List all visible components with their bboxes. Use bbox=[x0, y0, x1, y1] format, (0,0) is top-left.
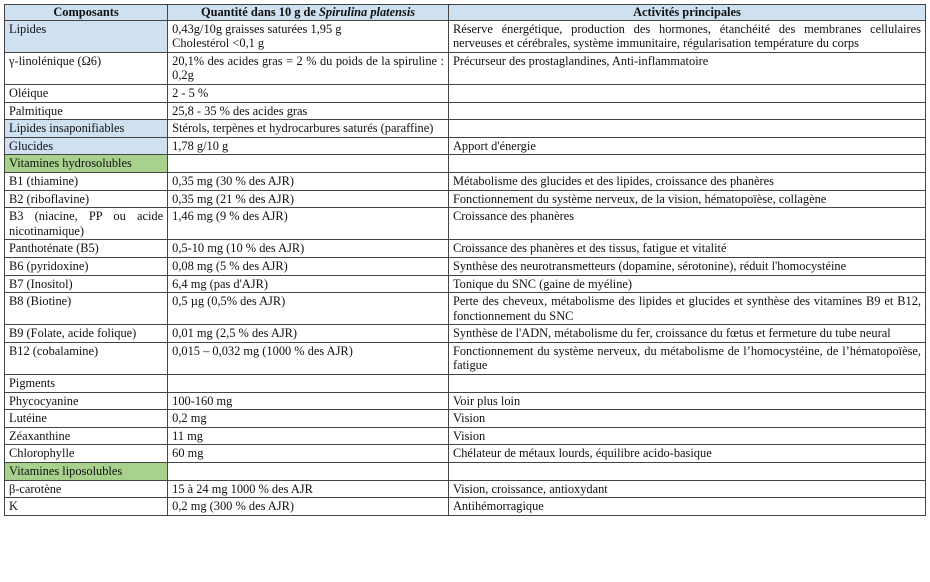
quantity-cell: 20,1% des acides gras = 2 % du poids de la spiruline : 0,2g bbox=[168, 52, 449, 84]
header-composants: Composants bbox=[5, 5, 168, 21]
section-row bbox=[5, 155, 926, 173]
quantity-cell: Stérols, terpènes et hydrocarbures saturés (paraffine) bbox=[168, 120, 449, 138]
activity-cell: Précurseur des prostaglandines, Anti-inflammatoire bbox=[448, 52, 925, 84]
table-row bbox=[5, 293, 926, 325]
table-row bbox=[5, 137, 926, 155]
component-cell: K bbox=[5, 498, 168, 516]
component-cell: Lipides bbox=[5, 20, 168, 52]
quantity-cell: 25,8 - 35 % des acides gras bbox=[168, 102, 449, 120]
activity-cell: Vision, croissance, antioxydant bbox=[448, 480, 925, 498]
activity-cell: Croissance des phanères et des tissus, fatigue et vitalité bbox=[448, 240, 925, 258]
activity-cell: Vision bbox=[448, 427, 925, 445]
component-cell: B9 (Folate, acide folique) bbox=[5, 325, 168, 343]
spirulina-composition-table bbox=[4, 4, 926, 516]
table-row bbox=[5, 190, 926, 208]
activity-cell: Tonique du SNC (gaine de myéline) bbox=[448, 275, 925, 293]
activity-cell: Vision bbox=[448, 410, 925, 428]
component-cell: Phycocyanine bbox=[5, 392, 168, 410]
component-cell: Zéaxanthine bbox=[5, 427, 168, 445]
table-row bbox=[5, 240, 926, 258]
quantity-cell bbox=[168, 375, 449, 393]
quantity-cell: 0,35 mg (21 % des AJR) bbox=[168, 190, 449, 208]
header-quantite bbox=[168, 5, 449, 21]
table-row bbox=[5, 208, 926, 240]
section-empty-cell bbox=[168, 155, 449, 173]
table-row bbox=[5, 20, 926, 52]
component-cell: Oléique bbox=[5, 84, 168, 102]
component-cell: γ-linolénique (Ω6) bbox=[5, 52, 168, 84]
table-row bbox=[5, 325, 926, 343]
component-cell: Lutéine bbox=[5, 410, 168, 428]
activity-cell: Métabolisme des glucides et des lipides, croissance des phanères bbox=[448, 172, 925, 190]
table-row bbox=[5, 172, 926, 190]
component-cell: B8 (Biotine) bbox=[5, 293, 168, 325]
component-cell: B7 (Inositol) bbox=[5, 275, 168, 293]
activity-cell: Synthèse des neurotransmetteurs (dopamine, sérotonine), réduit l'homocystéine bbox=[448, 257, 925, 275]
table-row bbox=[5, 498, 926, 516]
table-row bbox=[5, 102, 926, 120]
table-row bbox=[5, 427, 926, 445]
activity-cell: Chélateur de métaux lourds, équilibre acido-basique bbox=[448, 445, 925, 463]
section-label: Vitamines liposolubles bbox=[5, 463, 168, 481]
quantity-cell: 11 mg bbox=[168, 427, 449, 445]
table-body bbox=[5, 20, 926, 515]
quantity-cell: 0,5-10 mg (10 % des AJR) bbox=[168, 240, 449, 258]
table-row bbox=[5, 480, 926, 498]
activity-cell: Croissance des phanères bbox=[448, 208, 925, 240]
quantity-cell: 6,4 mg (pas d'AJR) bbox=[168, 275, 449, 293]
header-row bbox=[5, 5, 926, 21]
table-row bbox=[5, 410, 926, 428]
section-empty-cell bbox=[448, 155, 925, 173]
quantity-cell: 15 à 24 mg 1000 % des AJR bbox=[168, 480, 449, 498]
activity-cell: Antihémorragique bbox=[448, 498, 925, 516]
quantity-cell: 1,46 mg (9 % des AJR) bbox=[168, 208, 449, 240]
header-quantite-text: Quantité dans 10 g de bbox=[200, 5, 320, 19]
table-row bbox=[5, 275, 926, 293]
table-row bbox=[5, 84, 926, 102]
quantity-cell: 0,5 µg (0,5% des AJR) bbox=[168, 293, 449, 325]
component-cell: Palmitique bbox=[5, 102, 168, 120]
quantity-cell: 0,2 mg (300 % des AJR) bbox=[168, 498, 449, 516]
quantity-cell: 0,43g/10g graisses saturées 1,95 g Cholestérol <0,1 g bbox=[168, 20, 449, 52]
activity-cell bbox=[448, 84, 925, 102]
activity-cell: Synthèse de l'ADN, métabolisme du fer, croissance du fœtus et fermeture du tube neural bbox=[448, 325, 925, 343]
table-row bbox=[5, 392, 926, 410]
quantity-cell: 0,01 mg (2,5 % des AJR) bbox=[168, 325, 449, 343]
component-cell: Panthoténate (B5) bbox=[5, 240, 168, 258]
component-cell: Glucides bbox=[5, 137, 168, 155]
table-row bbox=[5, 52, 926, 84]
quantity-cell: 0,35 mg (30 % des AJR) bbox=[168, 172, 449, 190]
activity-cell: Réserve énergétique, production des hormones, étanchéité des membranes cellulaires nerveuses et cérébrales, système immunitaire, régularisation température du corps bbox=[448, 20, 925, 52]
activity-cell: Voir plus loin bbox=[448, 392, 925, 410]
header-activites: Activités principales bbox=[448, 5, 925, 21]
activity-cell bbox=[448, 120, 925, 138]
table-row bbox=[5, 375, 926, 393]
activity-cell: Fonctionnement du système nerveux, du métabolisme de l’homocystéine, de l’hématopoïèse, fatigue bbox=[448, 342, 925, 374]
quantity-cell: 0,015 – 0,032 mg (1000 % des AJR) bbox=[168, 342, 449, 374]
component-cell: B12 (cobalamine) bbox=[5, 342, 168, 374]
quantity-cell: 2 - 5 % bbox=[168, 84, 449, 102]
quantity-cell: 60 mg bbox=[168, 445, 449, 463]
header-species-name: Spirulina platensis bbox=[319, 5, 416, 19]
activity-cell bbox=[448, 375, 925, 393]
activity-cell bbox=[448, 102, 925, 120]
component-cell: Pigments bbox=[5, 375, 168, 393]
component-cell: B3 (niacine, PP ou acide nicotinamique) bbox=[5, 208, 168, 240]
component-cell: β-carotène bbox=[5, 480, 168, 498]
activity-cell: Apport d'énergie bbox=[448, 137, 925, 155]
component-cell: Chlorophylle bbox=[5, 445, 168, 463]
section-label: Vitamines hydrosolubles bbox=[5, 155, 168, 173]
table-row bbox=[5, 120, 926, 138]
component-cell: B1 (thiamine) bbox=[5, 172, 168, 190]
component-cell: B6 (pyridoxine) bbox=[5, 257, 168, 275]
table-row bbox=[5, 445, 926, 463]
quantity-cell: 1,78 g/10 g bbox=[168, 137, 449, 155]
section-empty-cell bbox=[448, 463, 925, 481]
quantity-cell: 0,2 mg bbox=[168, 410, 449, 428]
composition-table-wrapper bbox=[4, 4, 926, 516]
activity-cell: Perte des cheveux, métabolisme des lipides et glucides et synthèse des vitamines B9 et B12, fonctionnement du SNC bbox=[448, 293, 925, 325]
quantity-cell: 100-160 mg bbox=[168, 392, 449, 410]
table-row bbox=[5, 257, 926, 275]
section-row bbox=[5, 463, 926, 481]
section-empty-cell bbox=[168, 463, 449, 481]
activity-cell: Fonctionnement du système nerveux, de la vision, hématopoïèse, collagène bbox=[448, 190, 925, 208]
quantity-cell: 0,08 mg (5 % des AJR) bbox=[168, 257, 449, 275]
table-row bbox=[5, 342, 926, 374]
component-cell: Lipides insaponifiables bbox=[5, 120, 168, 138]
component-cell: B2 (riboflavine) bbox=[5, 190, 168, 208]
